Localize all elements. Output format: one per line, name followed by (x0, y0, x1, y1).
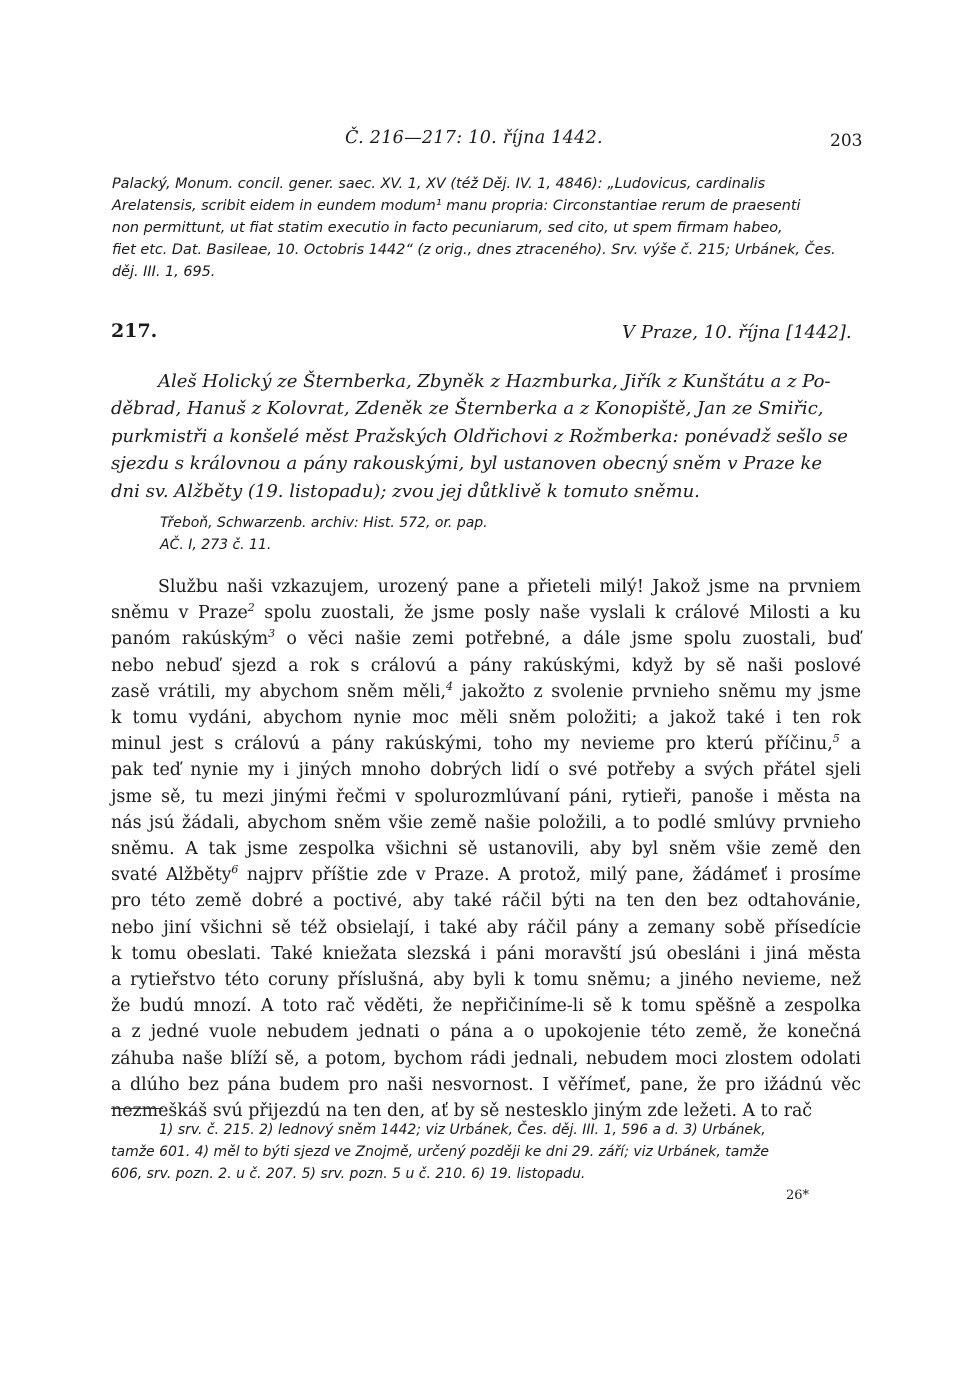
source-line: AČ. I, 273 č. 11. (160, 537, 272, 553)
footnote-marker: 3 (268, 627, 276, 641)
footnote-line: 1) srv. č. 215. 2) lednový sněm 1442; viz Urbánek, Čes. děj. III. 1, 596 a d. 3) Urbánek, (159, 1122, 766, 1138)
regest-line: purkmistři a konšelé měst Pražských Oldřichovi z Rožmberka: ponévadž sešlo se (111, 425, 848, 447)
body-line: sněmu. A tak jsme zespolka všichni sě ustanovili, aby byl sněm všie země den (111, 839, 861, 860)
body-line: nás jsú žádali, abychom sněm všie země našie položili, a to podlé smlúvy prvnieho (111, 812, 861, 833)
footnote-marker: 6 (231, 863, 239, 877)
body-line: minul jest s crálovú a pány rakúskými, toho my nevieme pro kterú příčinu,$^5$ a (111, 732, 861, 755)
body-line: a z jedné vuole nebudem jednati o pána a o upokojenie této země, že konečná (111, 1022, 861, 1043)
body-line: Službu naši vzkazujem, urozený pane a přieteli milý! Jakož jsme na prvniem (158, 577, 861, 597)
note-line: fiet etc. Dat. Basileae, 10. Octobris 1442“ (z orig., dnes ztraceného). Srv. výše č. 215; Urbánek, Čes. (112, 242, 836, 258)
footnote-marker: 5 (832, 732, 840, 746)
note-line: děj. III. 1, 695. (112, 264, 216, 280)
footnotes (111, 1119, 863, 1185)
body-line: jsme sě, tu mezi jinými řečmi v spolurozmlúvaní páni, rytieři, panoše i města na (111, 786, 861, 807)
regest-line: sjezdu s královnou a pány rakouskými, byl ustanoven obecný sněm v Praze ke (111, 453, 823, 475)
body-line: pak teď nynie my i jiných mnoho dobrých lidí o své potřeby a svých přátel sjeli (111, 760, 861, 781)
document-place-date: V Praze, 10. října [1442]. (622, 322, 852, 343)
letter-body (111, 574, 861, 1124)
document-regest (111, 368, 861, 505)
body-line: panóm rakúským$^3$ o věci našie zemi potřebné, a dále jsme spolu zuostali, buď (111, 627, 861, 650)
footnote-line: 606, srv. pozn. 2. u č. 207. 5) srv. pozn. 5 u č. 210. 6) 19. listopadu. (111, 1166, 586, 1182)
regest-line: Aleš Holický ze Šternberka, Zbyněk z Hazmburka, Jiřík z Kunštátu a z Po- (158, 371, 831, 392)
footnote-marker: 2 (247, 601, 255, 615)
footnote-marker: 4 (446, 680, 454, 694)
archival-source (160, 512, 488, 556)
body-line: záhuba naše blíží sě, a potom, bychom rádi jednali, nebudem moci zlostem odolati (111, 1048, 861, 1069)
regest-line: děbrad, Hanuš z Kolovrat, Zdeněk ze Šternberka a z Konopiště, Jan ze Smiřic, (111, 398, 824, 420)
regest-line: dni sv. Alžběty (19. listopadu); zvou jej důtklivě k tomuto sněmu. (111, 480, 700, 502)
running-head: Č. 216—217: 10. října 1442. (345, 128, 603, 148)
previous-document-note (112, 173, 870, 283)
body-line: nezmeškáš svú přijezdú na ten den, ať by sě nestesklo jiným zde ležeti. A to rač (111, 1101, 813, 1122)
source-line: Třeboň, Schwarzenb. archiv: Hist. 572, or. pap. (160, 515, 488, 531)
note-line: Palacký, Monum. concil. gener. saec. XV. 1, XV (též Děj. IV. 1, 4846): „Ludovicus, cardinalis (112, 176, 766, 192)
footnote-rule (111, 1108, 163, 1109)
signature-mark: 26* (786, 1188, 810, 1203)
note-line: non permittunt, ut fiat statim executio in facto pecuniarum, sed cito, ut spem firmam habeo, (112, 220, 783, 236)
body-line: nebo jiní všichni sě též obsielají, i také aby ráčil pány a zemany sobě přísedície (111, 917, 861, 938)
page-number: 203 (830, 131, 863, 151)
body-line: svaté Alžběty$^6$ najprv příštie zde v Praze. A protož, milý pane, žádámeť i prosíme (111, 863, 862, 886)
body-line: nebo nebuď sjezd a rok s crálovú a pány rakúskými, když by sě naši poslové (111, 655, 861, 676)
body-line: a dlúho bez pána budem pro naši nesvornost. I věřímeť, pane, že pro ižádnú věc (111, 1074, 861, 1095)
body-line: k tomu obeslati. Také kniežata slezská i páni moravští jsú obesláni i jiná města (111, 943, 861, 964)
document-number: 217. (111, 320, 158, 342)
body-line: sněmu v Praze$^2$ spolu zuostali, že jsme posly naše vyslali k crálové Milosti a ku (111, 601, 861, 624)
note-line: Arelatensis, scribit eidem in eundem modum¹ manu propria: Circonstantiae rerum de praesenti (112, 198, 801, 214)
body-line: k tomu vydáni, abychom nynie moc měli sněm položiti; a jakož také i ten rok (111, 708, 861, 729)
body-line: že budú mnozí. A toto rač věděti, že nepřičiníme-li sě k tomu spěšně a zespolka (111, 996, 861, 1017)
body-line: zasě vrátili, my abychom sněm měli,$^4$ jakožto z svolenie prvnieho sněmu my jsme (111, 680, 861, 702)
body-line: a rytieřstvo této coruny příslušná, aby byli k tomu sněmu; a jiného nevieme, než (111, 970, 861, 991)
footnote-line: tamže 601. 4) měl to býti sjezd ve Znojmě, určený později ke dni 29. září; viz Urbánek, tamže (111, 1144, 769, 1160)
body-line: pro této země dobré a poctivé, aby také ráčil býti na ten den bez odtahovánie, (111, 891, 861, 912)
